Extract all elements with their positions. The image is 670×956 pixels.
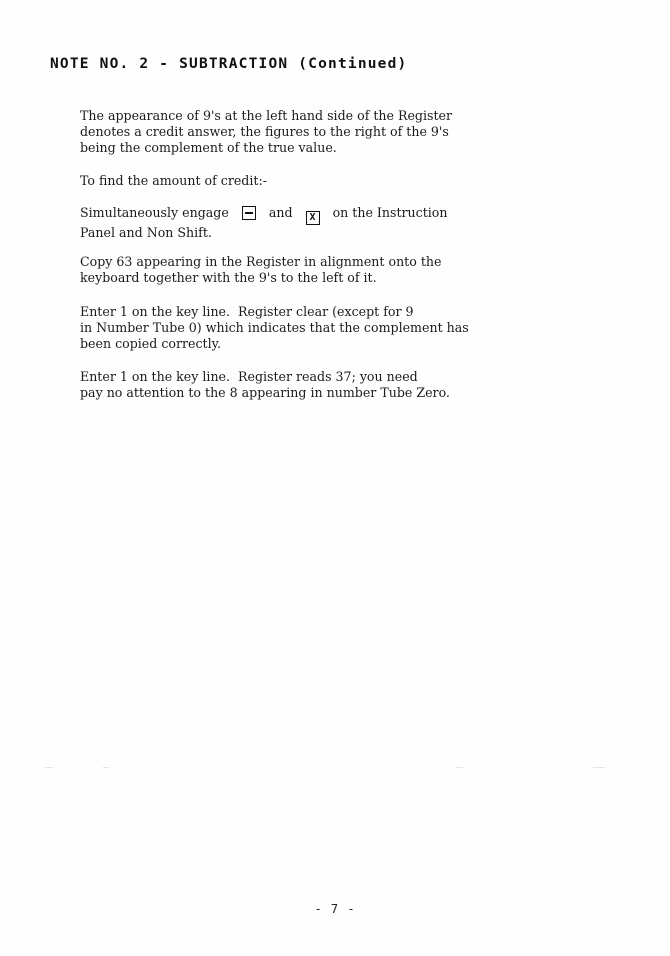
scan-artifact (593, 767, 605, 768)
paragraph-line: Enter 1 on the key line. Register clear (except for 9 (80, 304, 414, 319)
scan-artifact (456, 767, 463, 768)
paragraph-line: Enter 1 on the key line. Register reads 37; you need (80, 369, 418, 384)
paragraph-line: been copied correctly. (80, 336, 222, 352)
x-key-icon: X (306, 211, 320, 225)
paragraph-copy-63 (80, 254, 520, 286)
paragraph-line: in Number Tube 0) which indicates that the complement has (80, 320, 469, 336)
paragraph-line: denotes a credit answer, the figures to the right of the 9's (80, 124, 449, 140)
paragraph-line: keyboard together with the 9's to the left of it. (80, 270, 377, 286)
paragraph-line: The appearance of 9's at the left hand side of the Register (80, 108, 453, 123)
page-heading: NOTE NO. 2 - SUBTRACTION (Continued) (50, 56, 408, 72)
paragraph-simultaneously-engage (80, 205, 520, 241)
paragraph-enter-1-reads (80, 369, 520, 401)
and-text: and (268, 205, 293, 220)
paragraph-line: pay no attention to the 8 appearing in number Tube Zero. (80, 385, 450, 401)
scan-artifact (45, 767, 53, 768)
paragraph-credit-answer (80, 108, 520, 157)
paragraph-line: being the complement of the true value. (80, 140, 337, 156)
paragraph-enter-1-clear (80, 304, 520, 353)
minus-key-icon (242, 206, 256, 220)
paragraph-find-credit (80, 173, 520, 189)
engage-text: Simultaneously engage (80, 205, 229, 220)
paragraph-line (80, 205, 520, 225)
scan-artifact (103, 767, 109, 768)
page-number: - 7 - (314, 902, 356, 916)
paragraph-line: To find the amount of credit:- (80, 173, 267, 188)
paragraph-line: Panel and Non Shift. (80, 225, 212, 240)
instruction-text: on the Instruction (332, 205, 448, 220)
paragraph-line: Copy 63 appearing in the Register in alignment onto the (80, 254, 442, 269)
